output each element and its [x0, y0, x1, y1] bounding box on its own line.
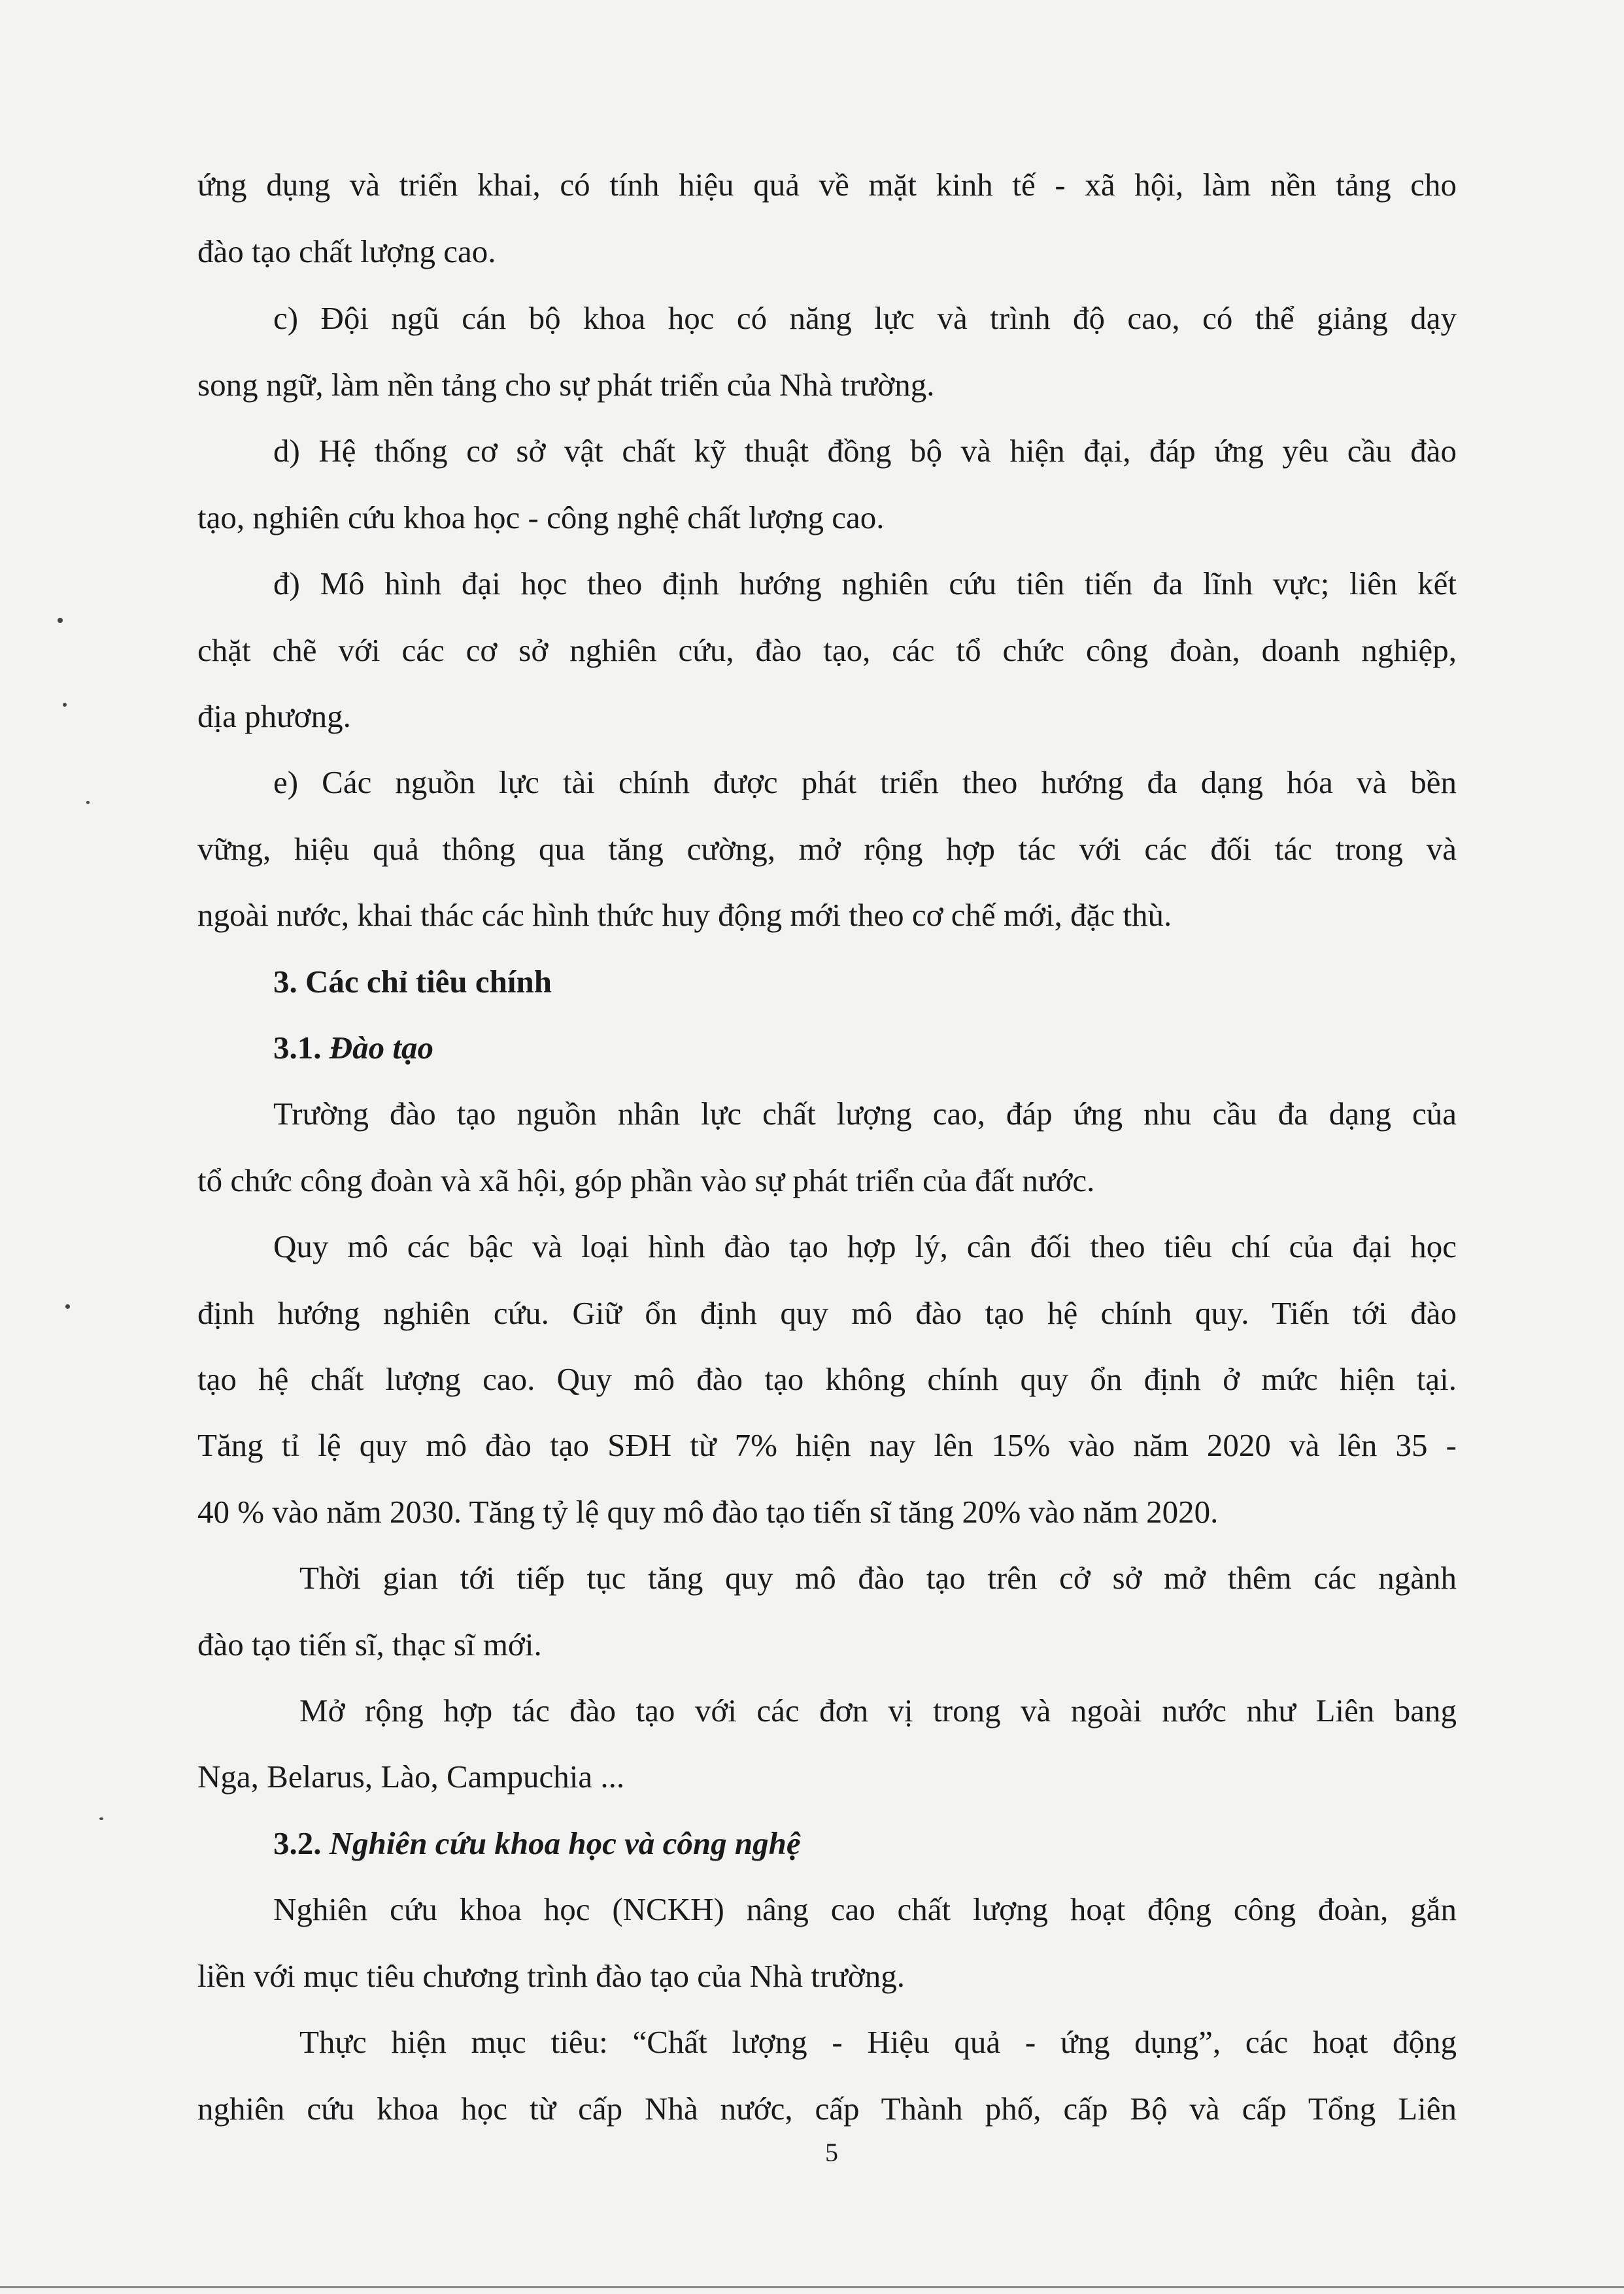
subsection-heading [273, 1028, 433, 1068]
subsection-title: Đào tạo [329, 1030, 433, 1066]
subsection-heading [273, 1824, 801, 1863]
text-line: d) Hệ thống cơ sở vật chất kỹ thuật đồng bộ và hiện đại, đáp ứng yêu cầu đào [273, 433, 1457, 469]
text-line: e) Các nguồn lực tài chính được phát triển theo hướng đa dạng hóa và bền [273, 764, 1457, 800]
scan-speck [99, 1817, 103, 1820]
scan-speck [58, 618, 63, 623]
scan-speck [65, 1304, 70, 1309]
text-line: ứng dụng và triển khai, có tính hiệu quả về mặt kinh tế - xã hội, làm nền tảng cho [197, 167, 1457, 203]
text-line: vững, hiệu quả thông qua tăng cường, mở rộng hợp tác với các đối tác trong và [197, 831, 1457, 867]
text-line: Tăng tỉ lệ quy mô đào tạo SĐH từ 7% hiện nay lên 15% vào năm 2020 và lên 35 - [197, 1427, 1457, 1463]
text-line: ngoài nước, khai thác các hình thức huy động mới theo cơ chế mới, đặc thù. [197, 897, 1172, 933]
text-line: Nga, Belarus, Lào, Campuchia ... [197, 1759, 625, 1795]
text-line: đào tạo tiến sĩ, thạc sĩ mới. [197, 1627, 542, 1662]
text-line: tạo, nghiên cứu khoa học - công nghệ chất lượng cao. [197, 499, 885, 535]
subsection-title: Nghiên cứu khoa học và công nghệ [329, 1825, 801, 1861]
subsection-number: 3.2. [273, 1825, 322, 1861]
text-line: 40 % vào năm 2030. Tăng tỷ lệ quy mô đào tạo tiến sĩ tăng 20% vào năm 2020. [197, 1494, 1219, 1530]
bottom-edge-line [0, 2286, 1624, 2288]
scan-speck [86, 801, 90, 804]
text-line: đ) Mô hình đại học theo định hướng nghiên cứu tiên tiến đa lĩnh vực; liên kết [273, 565, 1457, 601]
text-line: Mở rộng hợp tác đào tạo với các đơn vị trong và ngoài nước như Liên bang [299, 1693, 1457, 1729]
text-line: nghiên cứu khoa học từ cấp Nhà nước, cấp Thành phố, cấp Bộ và cấp Tổng Liên [197, 2091, 1457, 2127]
text-line: liền với mục tiêu chương trình đào tạo của Nhà trường. [197, 1958, 905, 1994]
text-line: Trường đào tạo nguồn nhân lực chất lượng cao, đáp ứng nhu cầu đa dạng của [273, 1096, 1457, 1132]
text-line: địa phương. [197, 698, 351, 734]
section-heading: 3. Các chỉ tiêu chính [273, 964, 552, 1000]
subsection-number: 3.1. [273, 1030, 322, 1066]
text-line: tạo hệ chất lượng cao. Quy mô đào tạo không chính quy ổn định ở mức hiện tại. [197, 1361, 1457, 1397]
text-line: c) Đội ngũ cán bộ khoa học có năng lực và trình độ cao, có thể giảng dạy [273, 300, 1457, 336]
text-line: tổ chức công đoàn và xã hội, góp phần vào sự phát triển của đất nước. [197, 1162, 1095, 1198]
text-line: song ngữ, làm nền tảng cho sự phát triển của Nhà trường. [197, 367, 935, 403]
text-line: đào tạo chất lượng cao. [197, 233, 496, 269]
text-line: Thời gian tới tiếp tục tăng quy mô đào tạo trên cở sở mở thêm các ngành [299, 1560, 1457, 1596]
scan-speck [63, 703, 67, 707]
text-line: định hướng nghiên cứu. Giữ ổn định quy mô đào tạo hệ chính quy. Tiến tới đào [197, 1295, 1457, 1331]
page-number: 5 [825, 2138, 838, 2167]
text-line: Thực hiện mục tiêu: “Chất lượng - Hiệu quả - ứng dụng”, các hoạt động [299, 2024, 1457, 2060]
text-line: Quy mô các bậc và loại hình đào tạo hợp lý, cân đối theo tiêu chí của đại học [273, 1228, 1457, 1264]
text-line: Nghiên cứu khoa học (NCKH) nâng cao chất lượng hoạt động công đoàn, gắn [273, 1891, 1457, 1927]
text-line: chặt chẽ với các cơ sở nghiên cứu, đào tạo, các tổ chức công đoàn, doanh nghiệp, [197, 632, 1457, 668]
